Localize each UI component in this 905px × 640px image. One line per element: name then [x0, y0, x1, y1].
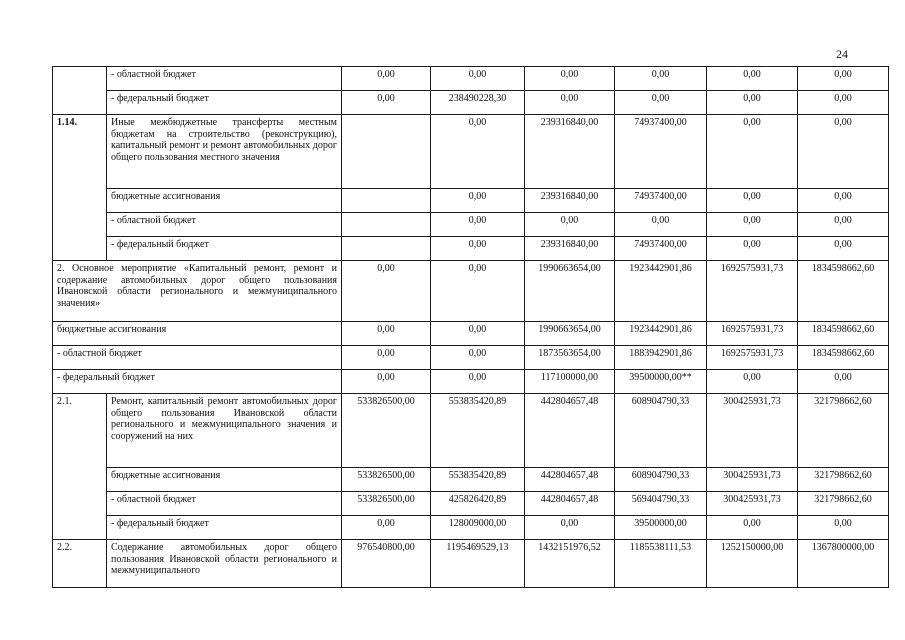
value-cell: 0,00: [707, 213, 798, 237]
value-cell: 0,00: [431, 322, 525, 346]
value-cell: 1990663654,00: [525, 322, 615, 346]
value-cell: 0,00: [431, 189, 525, 213]
budget-table: [52, 66, 889, 588]
row-label: бюджетные ассигнования: [53, 322, 342, 346]
row-label: - областной бюджет: [107, 492, 342, 516]
value-cell: 39500000,00: [615, 516, 707, 540]
table-row: [53, 540, 889, 588]
value-cell: 1692575931,73: [707, 261, 798, 322]
row-label: бюджетные ассигнования: [107, 468, 342, 492]
value-cell: 1883942901,86: [615, 346, 707, 370]
row-label: - федеральный бюджет: [53, 370, 342, 394]
value-cell: 0,00: [707, 237, 798, 261]
row-label: - областной бюджет: [53, 346, 342, 370]
code-cell: [53, 67, 107, 115]
value-cell: 1367800000,00: [798, 540, 889, 588]
table-row: [53, 213, 889, 237]
table-row: [53, 492, 889, 516]
table-row: [53, 237, 889, 261]
value-cell: 128009000,00: [431, 516, 525, 540]
value-cell: 1185538111,53: [615, 540, 707, 588]
item-code: 2.1.: [53, 394, 107, 540]
value-cell: 442804657,48: [525, 492, 615, 516]
row-label: - федеральный бюджет: [107, 91, 342, 115]
value-cell: 239316840,00: [525, 115, 615, 189]
value-cell: 0,00: [707, 115, 798, 189]
value-cell: 0,00: [798, 370, 889, 394]
table-row: [53, 346, 889, 370]
item-description: Ремонт, капитальный ремонт автомобильных дорог общего пользования Ивановской области регионального и межмуниципального значения и сооружений на них: [107, 394, 342, 468]
value-cell: [342, 189, 431, 213]
row-label: бюджетные ассигнования: [107, 189, 342, 213]
value-cell: 0,00: [525, 213, 615, 237]
value-cell: 0,00: [707, 91, 798, 115]
value-cell: 0,00: [342, 346, 431, 370]
table-row: [53, 394, 889, 468]
value-cell: 0,00: [707, 67, 798, 91]
table-row: [53, 516, 889, 540]
value-cell: 425826420,89: [431, 492, 525, 516]
table-row: [53, 468, 889, 492]
value-cell: 117100000,00: [525, 370, 615, 394]
value-cell: 0,00: [615, 213, 707, 237]
value-cell: 0,00: [615, 67, 707, 91]
value-cell: 239316840,00: [525, 237, 615, 261]
value-cell: 238490228,30: [431, 91, 525, 115]
value-cell: 0,00: [525, 516, 615, 540]
value-cell: 1834598662,60: [798, 346, 889, 370]
value-cell: 0,00: [798, 189, 889, 213]
value-cell: 300425931,73: [707, 468, 798, 492]
value-cell: 553835420,89: [431, 394, 525, 468]
value-cell: 0,00: [798, 213, 889, 237]
value-cell: 976540800,00: [342, 540, 431, 588]
value-cell: 321798662,60: [798, 492, 889, 516]
value-cell: 0,00: [431, 67, 525, 91]
value-cell: 1834598662,60: [798, 261, 889, 322]
row-label: - областной бюджет: [107, 213, 342, 237]
value-cell: 1923442901,86: [615, 261, 707, 322]
value-cell: 533826500,00: [342, 394, 431, 468]
table-row: [53, 189, 889, 213]
value-cell: 300425931,73: [707, 492, 798, 516]
value-cell: 239316840,00: [525, 189, 615, 213]
value-cell: 0,00: [798, 91, 889, 115]
value-cell: 553835420,89: [431, 468, 525, 492]
value-cell: 0,00: [798, 115, 889, 189]
value-cell: 1692575931,73: [707, 322, 798, 346]
value-cell: 0,00: [342, 322, 431, 346]
row-label: - федеральный бюджет: [107, 237, 342, 261]
value-cell: 0,00: [342, 370, 431, 394]
row-label: - федеральный бюджет: [107, 516, 342, 540]
value-cell: 533826500,00: [342, 468, 431, 492]
value-cell: 0,00: [342, 91, 431, 115]
table-row: [53, 67, 889, 91]
value-cell: 0,00: [707, 370, 798, 394]
item-description: Содержание автомобильных дорог общего пользования Ивановской области регионального и межмуниципального: [107, 540, 342, 588]
value-cell: 1692575931,73: [707, 346, 798, 370]
value-cell: 533826500,00: [342, 492, 431, 516]
page-number: 24: [836, 47, 848, 61]
value-cell: 0,00: [342, 67, 431, 91]
value-cell: 321798662,60: [798, 468, 889, 492]
value-cell: 608904790,33: [615, 468, 707, 492]
value-cell: 39500000,00**: [615, 370, 707, 394]
value-cell: 1923442901,86: [615, 322, 707, 346]
value-cell: 0,00: [525, 67, 615, 91]
row-label: - областной бюджет: [107, 67, 342, 91]
value-cell: 608904790,33: [615, 394, 707, 468]
value-cell: 0,00: [707, 189, 798, 213]
item-code: 1.14.: [53, 115, 107, 261]
value-cell: 0,00: [342, 261, 431, 322]
value-cell: [342, 115, 431, 189]
value-cell: 0,00: [615, 91, 707, 115]
table-row: [53, 322, 889, 346]
value-cell: 0,00: [431, 213, 525, 237]
value-cell: 0,00: [431, 115, 525, 189]
table-row: [53, 115, 889, 189]
value-cell: 1873563654,00: [525, 346, 615, 370]
value-cell: 1252150000,00: [707, 540, 798, 588]
value-cell: 1195469529,13: [431, 540, 525, 588]
value-cell: 0,00: [798, 237, 889, 261]
value-cell: 74937400,00: [615, 189, 707, 213]
table-row: [53, 370, 889, 394]
value-cell: 74937400,00: [615, 115, 707, 189]
value-cell: 442804657,48: [525, 394, 615, 468]
value-cell: 300425931,73: [707, 394, 798, 468]
value-cell: 442804657,48: [525, 468, 615, 492]
value-cell: 0,00: [431, 346, 525, 370]
table-row: [53, 91, 889, 115]
value-cell: 0,00: [707, 516, 798, 540]
value-cell: 569404790,33: [615, 492, 707, 516]
value-cell: 1990663654,00: [525, 261, 615, 322]
item-code: 2.2.: [53, 540, 107, 588]
value-cell: 74937400,00: [615, 237, 707, 261]
value-cell: 0,00: [525, 91, 615, 115]
value-cell: 1432151976,52: [525, 540, 615, 588]
item-description: Иные межбюджетные трансферты местным бюджетам на строительство (реконструкцию), капитальный ремонт и ремонт автомобильных дорог общего пользования местного значения: [107, 115, 342, 189]
value-cell: 0,00: [342, 516, 431, 540]
table-row: [53, 261, 889, 322]
main-activity-description: 2. Основное мероприятие «Капитальный ремонт, ремонт и содержание автомобильных дорог общего пользования Ивановской области регионального и межмуниципального значения»: [53, 261, 342, 322]
value-cell: [342, 237, 431, 261]
value-cell: 1834598662,60: [798, 322, 889, 346]
value-cell: 321798662,60: [798, 394, 889, 468]
value-cell: [342, 213, 431, 237]
value-cell: 0,00: [798, 67, 889, 91]
value-cell: 0,00: [431, 237, 525, 261]
value-cell: 0,00: [431, 370, 525, 394]
value-cell: 0,00: [431, 261, 525, 322]
value-cell: 0,00: [798, 516, 889, 540]
